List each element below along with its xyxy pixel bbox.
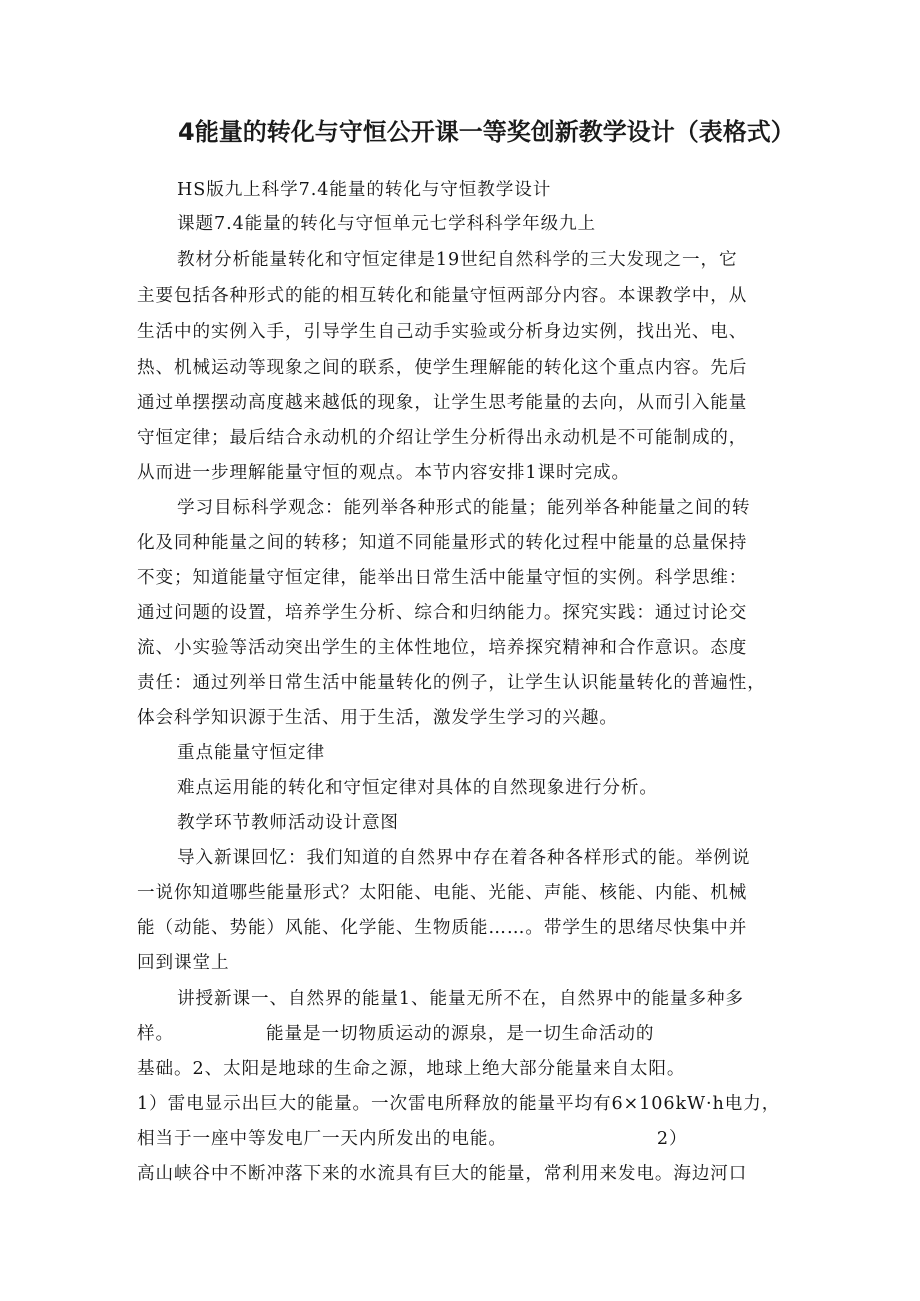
paragraph-line: 基础。2、太阳是地球的生命之源，地球上绝大部分能量来自太阳。 (137, 1059, 686, 1079)
paragraph-line: 学习目标科学观念：能列举各种形式的能量；能列举各种能量之间的转 (177, 498, 751, 518)
paragraph-line: 主要包括各种形式的能的相互转化和能量守恒两部分内容。本课教学中，从 (137, 286, 748, 306)
paragraph-line: 通过问题的设置，培养学生分析、综合和归纳能力。探究实践：通过讨论交 (137, 603, 748, 623)
paragraph-line: 能（动能、势能）风能、化学能、生物质能……。带学生的思绪尽快集中并 (137, 918, 748, 938)
document-title: 4能量的转化与守恒公开课一等奖创新教学设计（表格式） (178, 118, 795, 146)
paragraph-line: 通过单摆摆动高度越来越低的现象，让学生思考能量的去向，从而引入能量 (137, 393, 748, 413)
paragraph-fragment: 相当于一座中等发电厂一天内所发出的电能。 (137, 1129, 507, 1149)
paragraph-line: 一说你知道哪些能量形式？太阳能、电能、光能、声能、核能、内能、机械 (137, 883, 748, 903)
paragraph-line: 高山峡谷中不断冲落下来的水流具有巨大的能量，常利用来发电。海边河口 (137, 1164, 748, 1184)
paragraph-fragment: 样。 (137, 1024, 174, 1044)
key-point-line: 重点能量守恒定律 (177, 743, 325, 763)
table-header-line: 教学环节教师活动设计意图 (177, 813, 399, 833)
paragraph-line: 不变；知道能量守恒定律，能举出日常生活中能量守恒的实例。科学思维： (137, 568, 748, 588)
subtitle-line: HS版九上科学7.4能量的转化与守恒教学设计 (177, 180, 552, 200)
paragraph-line: 讲授新课一、自然界的能量1、能量无所不在，自然界中的能量多种多 (177, 989, 744, 1009)
paragraph-line: 热、机械运动等现象之间的联系，使学生理解能的转化这个重点内容。先后 (137, 358, 748, 378)
paragraph-line: 教材分析能量转化和守恒定律是19世纪自然科学的三大发现之一，它 (177, 250, 738, 270)
lesson-info-line: 课题7.4能量的转化与守恒单元七学科科学年级九上 (177, 214, 597, 234)
paragraph-line: 责任：通过列举日常生活中能量转化的例子，让学生认识能量转化的普遍性， (137, 673, 766, 693)
difficulty-line: 难点运用能的转化和守恒定律对具体的自然现象进行分析。 (177, 778, 658, 798)
paragraph-line: 从而进一步理解能量守恒的观点。本节内容安排1课时完成。 (137, 463, 630, 483)
paragraph-fragment: 能量是一切物质运动的源泉，是一切生命活动的 (266, 1024, 655, 1044)
paragraph-line: 生活中的实例入手，引导学生自己动手实验或分析身边实例，找出光、电、 (137, 322, 748, 342)
paragraph-line: 守恒定律；最后结合永动机的介绍让学生分析得出永动机是不可能制成的， (137, 428, 748, 448)
paragraph-line (137, 1127, 687, 1151)
paragraph-line: 体会科学知识源于生活、用于生活，激发学生学习的兴趣。 (137, 708, 618, 728)
paragraph-fragment: 2） (656, 1129, 688, 1149)
paragraph-line: 1）雷电显示出巨大的能量。一次雷电所释放的能量平均有6×106kW·h电力， (137, 1094, 781, 1114)
paragraph-line: 导入新课回忆：我们知道的自然界中存在着各种各样形式的能。举例说 (177, 848, 751, 868)
paragraph-line (137, 1022, 654, 1046)
paragraph-line: 回到课堂上 (137, 953, 230, 973)
paragraph-line: 化及同种能量之间的转移；知道不同能量形式的转化过程中能量的总量保持 (137, 533, 748, 553)
paragraph-line: 流、小实验等活动突出学生的主体性地位，培养探究精神和合作意识。态度 (137, 638, 748, 658)
